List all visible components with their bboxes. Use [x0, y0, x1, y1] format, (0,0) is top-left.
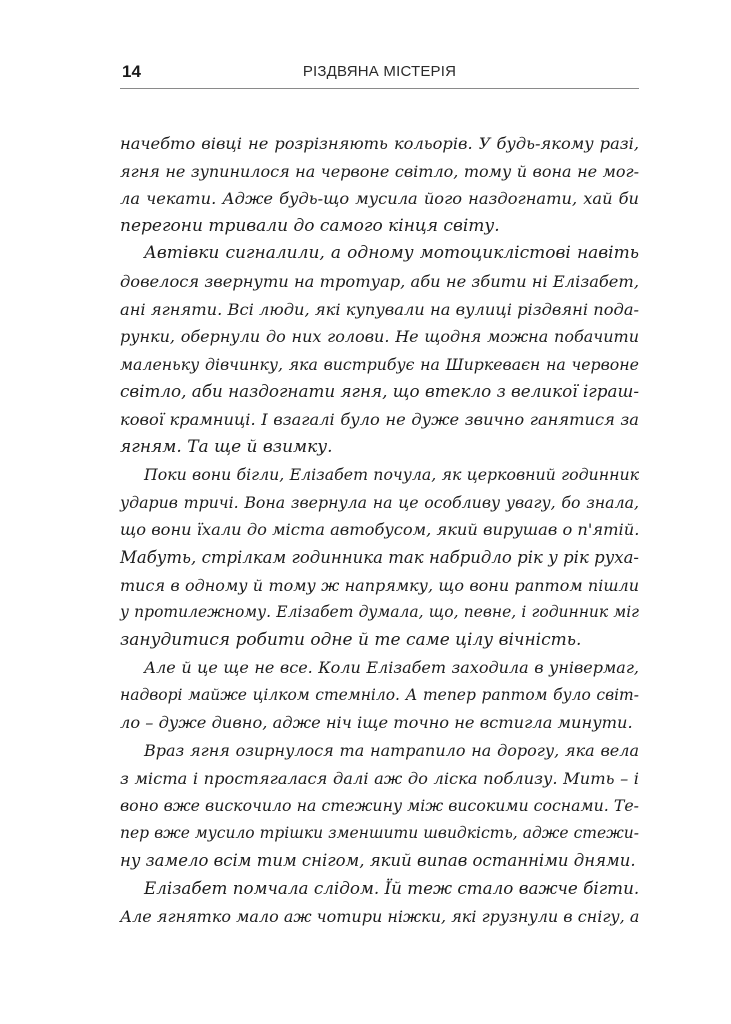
text-line: ані ягняти. Всі люди, які купували на вулиці різдвяні пода-	[120, 299, 639, 319]
paragraph	[120, 461, 639, 654]
text-line: світло, аби наздогнати ягня, що втекло з великої іграш-	[120, 381, 639, 402]
text-line: Поки вони бігли, Елізабет почула, як церковний годинник	[144, 465, 639, 485]
text-line: Враз ягня озирнулося та натрапило на дорогу, яка вела	[144, 741, 639, 761]
text-line: що вони їхали до міста автобусом, який вирушав о п'ятій.	[120, 520, 640, 540]
paragraph	[120, 654, 639, 737]
text-line: маленьку дівчинку, яка вистрибує на Ширкеваєн на червоне	[120, 354, 639, 374]
text-line: ла чекати. Адже будь-що мусила його наздогнати, хай би	[120, 189, 639, 209]
text-line: ягня не зупинилося на червоне світло, тому й вона не мог-	[120, 161, 639, 181]
text-line: Елізабет помчала слідом. Їй теж стало важче бігти.	[144, 878, 640, 899]
text-line: ло – дуже дивно, адже ніч іще точно не встигла минути.	[120, 713, 633, 733]
paragraph	[120, 130, 639, 240]
text-line: рунки, обернули до них голови. Не щодня можна побачити	[120, 327, 639, 347]
book-title: РІЗДВЯНА МІСТЕРІЯ	[302, 63, 457, 80]
text-line: начебто вівці не розрізняють кольорів. У будь-якому разі,	[120, 134, 639, 153]
text-line: занудитися робити одне й те саме цілу вічність.	[120, 629, 582, 650]
text-line: довелося звернути на тротуар, аби не збити ні Елізабет,	[120, 271, 639, 291]
text-line: пер вже мусило трішки зменшити швидкість, адже стежи-	[120, 823, 639, 842]
text-line: кової крамниці. І взагалі було не дуже звично ганятися за	[120, 409, 639, 429]
paragraph	[120, 875, 639, 930]
text-line: ягням. Та ще й взимку.	[120, 436, 333, 457]
text-line: тися в одному й тому ж напрямку, що вони раптом пішли	[120, 575, 639, 595]
text-line: Автівки сигналили, а одному мотоциклістові навіть	[144, 243, 639, 264]
text-line: воно вже вискочило на стежину між високими соснами. Те-	[120, 796, 639, 816]
page-number: 14	[122, 62, 141, 81]
text-line: ну замело всім тим снігом, який випав останніми днями.	[120, 851, 636, 871]
paragraph	[120, 240, 639, 461]
text-line: у протилежному. Елізабет думала, що, певне, і годинник міг	[120, 603, 639, 622]
text-line: Мабуть, стрілкам годинника так набридло рік у рік руха-	[120, 547, 639, 567]
text-line: ударив тричі. Вона звернула на це особливу увагу, бо знала,	[120, 492, 639, 512]
body-text	[120, 130, 639, 930]
text-line: перегони тривали до самого кінця світу.	[120, 215, 500, 236]
paragraph	[120, 737, 639, 875]
text-line: Але ягнятко мало аж чотири ніжки, які грузнули в снігу, а	[120, 906, 640, 926]
running-header	[120, 60, 639, 89]
text-line: Але й це ще не все. Коли Елізабет заходила в універмаг,	[144, 658, 639, 678]
text-line: надворі майже цілком стемніло. А тепер раптом було світ-	[120, 685, 639, 704]
text-line: з міста і простягалася далі аж до ліска поблизу. Мить – і	[120, 768, 639, 788]
